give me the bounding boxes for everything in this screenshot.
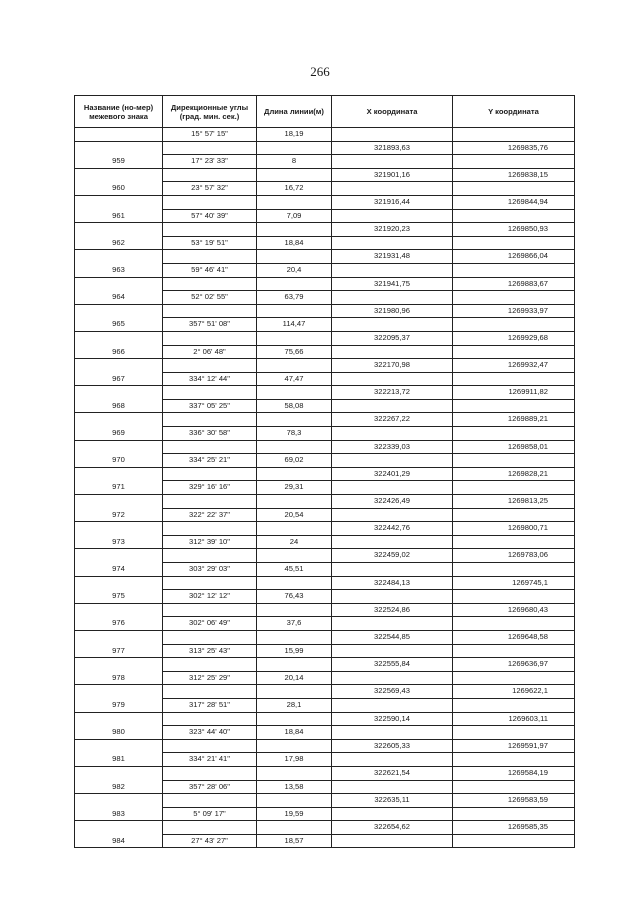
empty-cell [163, 766, 257, 780]
length-cell: 8 [257, 155, 332, 169]
y-coordinate-cell: 1269866,04 [453, 250, 575, 264]
empty-cell [257, 576, 332, 590]
header-name: Название (но-мер) межевого знака [75, 96, 163, 128]
empty-cell [257, 223, 332, 237]
point-name-cell: 964 [75, 277, 163, 304]
empty-cell [332, 834, 453, 848]
x-coordinate-cell: 322524,86 [332, 603, 453, 617]
x-coordinate-cell: 321931,48 [332, 250, 453, 264]
x-coordinate-cell: 321980,96 [332, 304, 453, 318]
empty-cell [332, 128, 453, 142]
angle-cell: 312° 25' 29" [163, 671, 257, 685]
angle-cell: 57° 40' 39" [163, 209, 257, 223]
point-row [75, 576, 575, 590]
y-coordinate-cell: 1269636,97 [453, 658, 575, 672]
empty-cell [453, 753, 575, 767]
empty-cell [453, 427, 575, 441]
empty-cell [163, 658, 257, 672]
x-coordinate-cell: 322442,76 [332, 522, 453, 536]
empty-cell [257, 658, 332, 672]
point-name-cell: 969 [75, 413, 163, 440]
point-name-cell: 960 [75, 168, 163, 195]
point-row [75, 603, 575, 617]
table-body [75, 128, 575, 848]
angle-cell: 59° 46' 41" [163, 263, 257, 277]
y-coordinate-cell: 1269622,1 [453, 685, 575, 699]
empty-cell [453, 454, 575, 468]
empty-cell [257, 168, 332, 182]
x-coordinate-cell: 321901,16 [332, 168, 453, 182]
length-cell: 29,31 [257, 481, 332, 495]
empty-cell [257, 250, 332, 264]
point-name-cell: 968 [75, 386, 163, 413]
x-coordinate-cell: 322635,11 [332, 794, 453, 808]
point-row [75, 658, 575, 672]
empty-cell [332, 372, 453, 386]
x-coordinate-cell: 322605,33 [332, 739, 453, 753]
length-cell: 16,72 [257, 182, 332, 196]
length-cell: 15,99 [257, 644, 332, 658]
y-coordinate-cell: 1269932,47 [453, 359, 575, 373]
length-cell: 75,66 [257, 345, 332, 359]
point-row [75, 141, 575, 155]
length-cell: 114,47 [257, 318, 332, 332]
empty-cell [163, 250, 257, 264]
x-coordinate-cell: 321941,75 [332, 277, 453, 291]
empty-cell [163, 413, 257, 427]
x-coordinate-cell: 322590,14 [332, 712, 453, 726]
empty-cell [163, 495, 257, 509]
length-cell: 20,54 [257, 508, 332, 522]
x-coordinate-cell: 322484,13 [332, 576, 453, 590]
empty-cell [453, 182, 575, 196]
x-coordinate-cell: 322544,85 [332, 630, 453, 644]
point-name-cell: 961 [75, 195, 163, 222]
point-row [75, 766, 575, 780]
empty-cell [453, 236, 575, 250]
angle-cell: 27° 43' 27" [163, 834, 257, 848]
coordinates-table [74, 95, 575, 848]
y-coordinate-cell: 1269813,25 [453, 495, 575, 509]
empty-cell [163, 141, 257, 155]
empty-cell [163, 223, 257, 237]
empty-cell [332, 508, 453, 522]
empty-cell [257, 359, 332, 373]
empty-cell [453, 698, 575, 712]
empty-cell [332, 590, 453, 604]
empty-cell [453, 128, 575, 142]
point-name-cell: 970 [75, 440, 163, 467]
empty-cell [163, 821, 257, 835]
empty-cell [332, 427, 453, 441]
empty-cell [332, 182, 453, 196]
empty-cell [332, 399, 453, 413]
point-name-cell: 966 [75, 331, 163, 358]
empty-cell [163, 386, 257, 400]
angle-cell: 329° 16' 16" [163, 481, 257, 495]
length-cell: 18,19 [257, 128, 332, 142]
header-angle: Дирекционные углы (град. мин. сек.) [163, 96, 257, 128]
empty-cell [332, 644, 453, 658]
empty-cell [332, 807, 453, 821]
empty-cell [453, 209, 575, 223]
empty-cell [163, 603, 257, 617]
point-name-cell: 977 [75, 630, 163, 657]
angle-cell: 302° 06' 49" [163, 617, 257, 631]
empty-cell [163, 467, 257, 481]
y-coordinate-cell: 1269850,93 [453, 223, 575, 237]
length-cell: 18,84 [257, 726, 332, 740]
empty-cell [257, 440, 332, 454]
empty-cell [257, 712, 332, 726]
angle-cell: 322° 22' 37" [163, 508, 257, 522]
empty-cell [163, 277, 257, 291]
empty-cell [332, 726, 453, 740]
point-row [75, 495, 575, 509]
point-row [75, 168, 575, 182]
length-cell: 19,59 [257, 807, 332, 821]
empty-cell [332, 291, 453, 305]
empty-cell [257, 794, 332, 808]
empty-cell [332, 236, 453, 250]
length-cell: 69,02 [257, 454, 332, 468]
x-coordinate-cell: 322339,03 [332, 440, 453, 454]
empty-cell [332, 155, 453, 169]
empty-cell [257, 413, 332, 427]
empty-cell [257, 739, 332, 753]
length-cell: 20,14 [257, 671, 332, 685]
empty-cell [453, 535, 575, 549]
length-cell: 18,57 [257, 834, 332, 848]
y-coordinate-cell: 1269583,59 [453, 794, 575, 808]
point-name-cell: 974 [75, 549, 163, 576]
length-cell: 63,79 [257, 291, 332, 305]
x-coordinate-cell: 321920,23 [332, 223, 453, 237]
y-coordinate-cell: 1269835,76 [453, 141, 575, 155]
angle-cell: 5° 09' 17" [163, 807, 257, 821]
point-row [75, 821, 575, 835]
length-cell: 18,84 [257, 236, 332, 250]
length-cell: 76,43 [257, 590, 332, 604]
point-row [75, 549, 575, 563]
empty-cell [332, 263, 453, 277]
length-cell: 37,6 [257, 617, 332, 631]
empty-cell [453, 481, 575, 495]
angle-cell: 53° 19' 51" [163, 236, 257, 250]
empty-cell [163, 549, 257, 563]
empty-cell [257, 821, 332, 835]
point-name-cell: 978 [75, 658, 163, 685]
point-row [75, 630, 575, 644]
empty-cell [163, 522, 257, 536]
point-name-cell: 967 [75, 359, 163, 386]
angle-cell: 312° 39' 10" [163, 535, 257, 549]
empty-cell [332, 345, 453, 359]
empty-cell [163, 712, 257, 726]
angle-cell: 334° 25' 21" [163, 454, 257, 468]
x-coordinate-cell: 321916,44 [332, 195, 453, 209]
x-coordinate-cell: 321893,63 [332, 141, 453, 155]
empty-cell [453, 291, 575, 305]
angle-cell: 313° 25' 43" [163, 644, 257, 658]
point-row [75, 250, 575, 264]
empty-cell [453, 807, 575, 821]
header-x: X координата [332, 96, 453, 128]
empty-cell [332, 209, 453, 223]
header-length: Длина линии(м) [257, 96, 332, 128]
empty-cell [163, 331, 257, 345]
y-coordinate-cell: 1269585,35 [453, 821, 575, 835]
empty-cell [453, 372, 575, 386]
empty-cell [332, 318, 453, 332]
y-coordinate-cell: 1269591,97 [453, 739, 575, 753]
angle-cell: 334° 21' 41" [163, 753, 257, 767]
x-coordinate-cell: 322401,29 [332, 467, 453, 481]
empty-cell [453, 726, 575, 740]
y-coordinate-cell: 1269911,82 [453, 386, 575, 400]
empty-cell [332, 780, 453, 794]
angle-cell: 357° 28' 06" [163, 780, 257, 794]
point-name-cell: 983 [75, 794, 163, 821]
empty-cell [453, 263, 575, 277]
empty-cell [257, 277, 332, 291]
table-header-row [75, 96, 575, 128]
empty-cell [257, 195, 332, 209]
length-cell: 13,58 [257, 780, 332, 794]
empty-cell [453, 508, 575, 522]
point-name-cell: 976 [75, 603, 163, 630]
angle-cell: 302° 12' 12" [163, 590, 257, 604]
header-y: Y координата [453, 96, 575, 128]
point-name-cell: 959 [75, 141, 163, 168]
length-cell: 17,98 [257, 753, 332, 767]
x-coordinate-cell: 322213,72 [332, 386, 453, 400]
y-coordinate-cell: 1269648,58 [453, 630, 575, 644]
empty-cell [163, 359, 257, 373]
empty-cell [257, 141, 332, 155]
empty-cell [163, 440, 257, 454]
point-row [75, 739, 575, 753]
empty-cell [332, 698, 453, 712]
empty-cell [453, 780, 575, 794]
point-name-cell: 984 [75, 821, 163, 848]
x-coordinate-cell: 322267,22 [332, 413, 453, 427]
angle-cell: 317° 28' 51" [163, 698, 257, 712]
point-row [75, 359, 575, 373]
empty-cell [163, 630, 257, 644]
x-coordinate-cell: 322654,62 [332, 821, 453, 835]
empty-cell [453, 318, 575, 332]
point-row [75, 304, 575, 318]
point-name-cell: 979 [75, 685, 163, 712]
empty-cell [163, 794, 257, 808]
empty-cell [163, 168, 257, 182]
empty-cell [453, 617, 575, 631]
length-cell: 20,4 [257, 263, 332, 277]
point-name-cell: 962 [75, 223, 163, 250]
point-row [75, 413, 575, 427]
empty-cell [163, 195, 257, 209]
x-coordinate-cell: 322621,54 [332, 766, 453, 780]
length-cell: 28,1 [257, 698, 332, 712]
length-cell: 45,51 [257, 563, 332, 577]
point-row [75, 685, 575, 699]
y-coordinate-cell: 1269584,19 [453, 766, 575, 780]
point-name-cell: 980 [75, 712, 163, 739]
page-number: 266 [310, 64, 330, 79]
empty-cell [453, 671, 575, 685]
y-coordinate-cell: 1269929,68 [453, 331, 575, 345]
empty-cell [257, 603, 332, 617]
empty-cell [75, 128, 163, 142]
point-name-cell: 963 [75, 250, 163, 277]
empty-cell [332, 535, 453, 549]
x-coordinate-cell: 322095,37 [332, 331, 453, 345]
empty-cell [257, 685, 332, 699]
point-name-cell: 975 [75, 576, 163, 603]
point-row [75, 794, 575, 808]
empty-cell [453, 399, 575, 413]
empty-cell [257, 766, 332, 780]
point-row [75, 277, 575, 291]
empty-cell [453, 834, 575, 848]
empty-cell [332, 563, 453, 577]
length-cell: 7,09 [257, 209, 332, 223]
y-coordinate-cell: 1269783,06 [453, 549, 575, 563]
point-name-cell: 982 [75, 766, 163, 793]
empty-cell [453, 155, 575, 169]
empty-cell [332, 454, 453, 468]
y-coordinate-cell: 1269603,11 [453, 712, 575, 726]
point-row [75, 195, 575, 209]
angle-cell: 17° 23' 33" [163, 155, 257, 169]
length-cell: 24 [257, 535, 332, 549]
point-row [75, 223, 575, 237]
empty-cell [453, 644, 575, 658]
segment-row [75, 128, 575, 142]
empty-cell [332, 481, 453, 495]
empty-cell [257, 467, 332, 481]
point-row [75, 440, 575, 454]
x-coordinate-cell: 322555,84 [332, 658, 453, 672]
empty-cell [257, 304, 332, 318]
empty-cell [257, 331, 332, 345]
x-coordinate-cell: 322569,43 [332, 685, 453, 699]
point-name-cell: 972 [75, 495, 163, 522]
point-row [75, 712, 575, 726]
angle-cell: 334° 12' 44" [163, 372, 257, 386]
point-name-cell: 965 [75, 304, 163, 331]
y-coordinate-cell: 1269828,21 [453, 467, 575, 481]
empty-cell [163, 685, 257, 699]
angle-cell: 336° 30' 58" [163, 427, 257, 441]
point-row [75, 522, 575, 536]
y-coordinate-cell: 1269745,1 [453, 576, 575, 590]
coordinates-table-container [74, 95, 574, 848]
empty-cell [257, 630, 332, 644]
point-name-cell: 981 [75, 739, 163, 766]
angle-cell: 23° 57' 32" [163, 182, 257, 196]
point-name-cell: 973 [75, 522, 163, 549]
empty-cell [332, 753, 453, 767]
point-row [75, 386, 575, 400]
x-coordinate-cell: 322170,98 [332, 359, 453, 373]
empty-cell [257, 549, 332, 563]
y-coordinate-cell: 1269889,21 [453, 413, 575, 427]
point-row [75, 331, 575, 345]
length-cell: 58,08 [257, 399, 332, 413]
y-coordinate-cell: 1269883,67 [453, 277, 575, 291]
angle-cell: 15° 57' 15" [163, 128, 257, 142]
empty-cell [453, 590, 575, 604]
y-coordinate-cell: 1269933,97 [453, 304, 575, 318]
empty-cell [257, 386, 332, 400]
empty-cell [332, 617, 453, 631]
x-coordinate-cell: 322426,49 [332, 495, 453, 509]
empty-cell [453, 345, 575, 359]
angle-cell: 323° 44' 40" [163, 726, 257, 740]
length-cell: 47,47 [257, 372, 332, 386]
y-coordinate-cell: 1269800,71 [453, 522, 575, 536]
point-name-cell: 971 [75, 467, 163, 494]
empty-cell [257, 522, 332, 536]
y-coordinate-cell: 1269680,43 [453, 603, 575, 617]
x-coordinate-cell: 322459,02 [332, 549, 453, 563]
angle-cell: 303° 29' 03" [163, 563, 257, 577]
empty-cell [163, 576, 257, 590]
empty-cell [257, 495, 332, 509]
angle-cell: 2° 06' 48" [163, 345, 257, 359]
length-cell: 78,3 [257, 427, 332, 441]
empty-cell [453, 563, 575, 577]
angle-cell: 337° 05' 25" [163, 399, 257, 413]
angle-cell: 52° 02' 55" [163, 291, 257, 305]
y-coordinate-cell: 1269844,94 [453, 195, 575, 209]
angle-cell: 357° 51' 08" [163, 318, 257, 332]
point-row [75, 467, 575, 481]
empty-cell [332, 671, 453, 685]
empty-cell [163, 739, 257, 753]
empty-cell [163, 304, 257, 318]
y-coordinate-cell: 1269838,15 [453, 168, 575, 182]
y-coordinate-cell: 1269858,01 [453, 440, 575, 454]
